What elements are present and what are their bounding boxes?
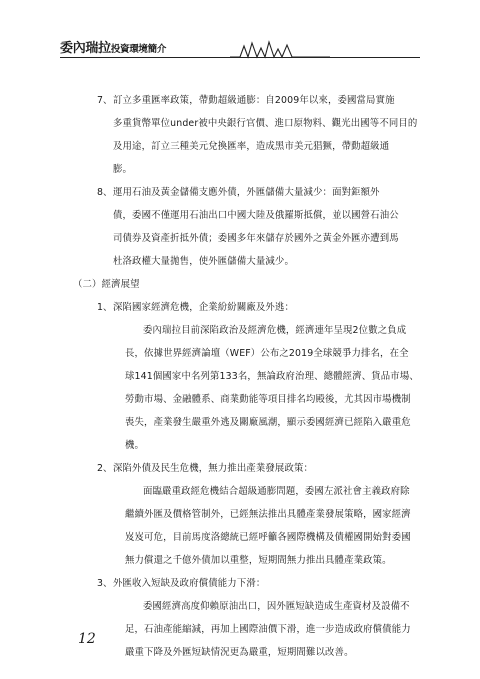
paragraph-line: 無力償還之千億外債加以重整，短期間無力推出具體產業政策。 bbox=[125, 555, 392, 566]
section-heading: （二）經濟展望 bbox=[73, 279, 140, 290]
paragraph-line: 杜洛政權大量拋售，使外匯儲備大量減少。 bbox=[113, 256, 294, 267]
paragraph-line: 訂立多重匯率政策，帶動超級通膨：自2009年以來，委國當局實施 bbox=[113, 95, 395, 106]
paragraph-line: 運用石油及黃金儲備支應外債，外匯儲備大量減少：面對鉅額外 bbox=[113, 187, 380, 198]
header-title-sub: 投資環境簡介 bbox=[110, 44, 167, 55]
running-header bbox=[60, 40, 420, 62]
paragraph-line: 多重貨幣單位under被中央銀行官價、進口原物料、觀光出國等不同目的 bbox=[113, 118, 418, 129]
paragraph-line: 足，石油產能縮減，再加上國際油價下滑，進一步造成政府償債能力 bbox=[125, 624, 411, 635]
paragraph-line: 機。 bbox=[125, 440, 145, 451]
subsection-title: 深陷國家經濟危機，企業紛紛關廠及外逃： bbox=[113, 302, 294, 313]
list-number: 7、 bbox=[97, 95, 113, 106]
paragraph-line: 喪失，產業發生嚴重外逃及關廠風潮，顯示委國經濟已經陷入嚴重危 bbox=[125, 417, 411, 428]
list-number: 8、 bbox=[97, 187, 113, 198]
page-number: 12 bbox=[78, 631, 96, 647]
paragraph-line: 嚴重下降及外匯短缺情況更為嚴重，短期間難以改善。 bbox=[125, 647, 354, 658]
header-rule bbox=[60, 57, 420, 58]
paragraph-line: 及用途，訂立三種美元兌換匯率，造成黑市美元猖獗，帶動超級通 bbox=[113, 141, 390, 152]
paragraph-line: 債，委國不僅運用石油出口中國大陸及俄羅斯抵償，並以國營石油公 bbox=[113, 210, 399, 221]
subsection-number: 1、 bbox=[97, 302, 113, 313]
paragraph-line: 岌岌可危，目前馬度洛總統已經呼籲各國際機構及債權國開始對委國 bbox=[125, 532, 411, 543]
paragraph-line: 繼續外匯及價格管制外，已經無法推出具體產業發展策略，國家經濟 bbox=[125, 509, 411, 520]
paragraph-line: 委內瑞拉目前深陷政治及經濟危機，經濟連年呈現2位數之負成 bbox=[143, 325, 407, 336]
subsection-number: 3、 bbox=[97, 578, 113, 589]
subsection-title: 深陷外債及民生危機，無力推出產業發展政策： bbox=[113, 463, 314, 474]
header-title bbox=[60, 40, 166, 58]
header-title-main: 委內瑞拉 bbox=[60, 41, 111, 56]
paragraph-line: 勞動市場、金融體系、商業動能等項目排名均殿後，尤其因市場機制 bbox=[125, 394, 411, 405]
paragraph-line: 長，依據世界經濟論壇（WEF）公布之2019全球競爭力排名，在全 bbox=[125, 348, 409, 359]
paragraph-line: 面臨嚴重政經危機結合超級通膨問題，委國左派社會主義政府除 bbox=[143, 486, 410, 497]
subsection-title: 外匯收入短缺及政府償債能力下滑： bbox=[113, 578, 266, 589]
paragraph-line: 司債券及資產折抵外債；委國多年來儲存於國外之黃金外匯亦遭到馬 bbox=[113, 233, 399, 244]
paragraph-line: 球141個國家中名列第133名，無論政府治理、總體經濟、貨品市場、 bbox=[125, 371, 419, 382]
paragraph-line: 委國經濟高度仰賴原油出口，因外匯短缺造成生產資材及設備不 bbox=[143, 601, 410, 612]
paragraph-line: 膨。 bbox=[113, 164, 133, 175]
subsection-number: 2、 bbox=[97, 463, 113, 474]
